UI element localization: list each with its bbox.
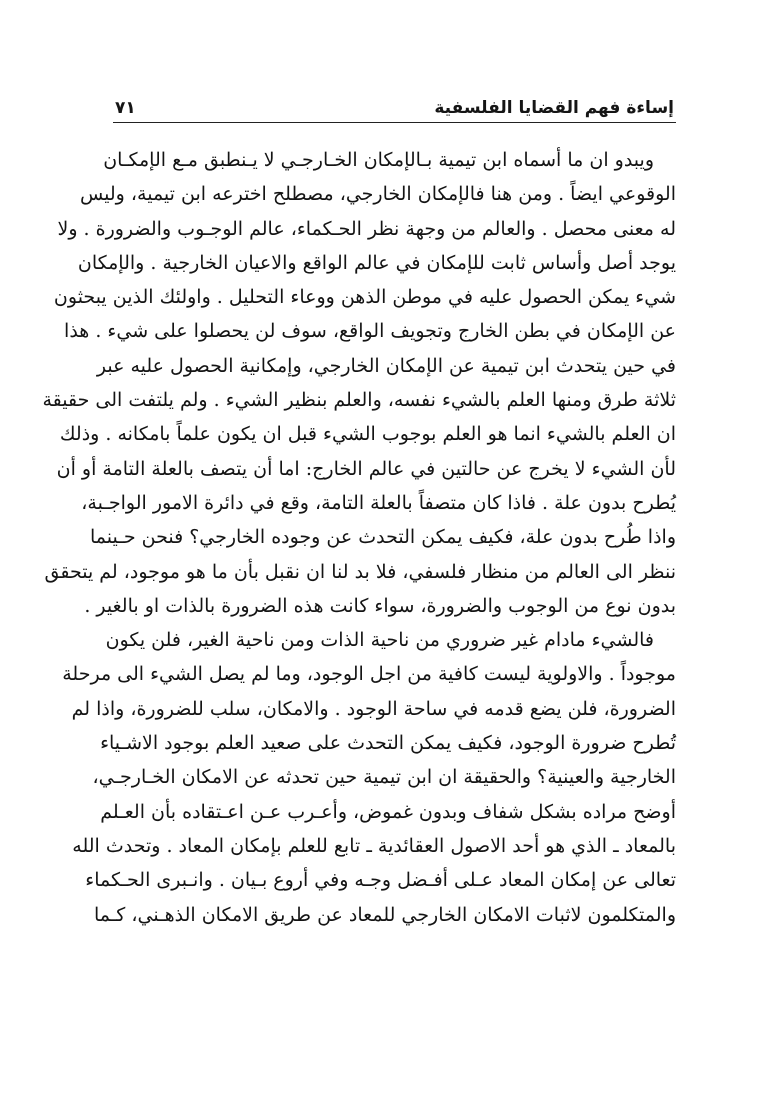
text-line: في حين يتحدث ابن تيمية عن الإمكان الخارجي، وإمكانية الحصول عليه عبر — [96, 354, 676, 377]
running-header — [113, 90, 676, 123]
page-number: ٧١ — [115, 98, 136, 118]
text-line: عن الإمكان في بطن الخارج وتجويف الواقع، سوف لن يحصلوا على شيء . هذا — [64, 320, 676, 343]
text-line: ان العلم بالشيء انما هو العلم بوجوب الشيء قبل ان يكون علماً بامكانه . وذلك — [59, 423, 676, 446]
text-line: موجوداً . والاولوية ليست كافية من اجل الوجود، وما لم يصل الشيء الى مرحلة — [62, 663, 676, 686]
text-line: لأن الشيء لا يخرج عن حالتين في عالم الخارج: اما أن يتصف بالعلة التامة أو أن — [56, 457, 676, 480]
text-line: يوجد أصل وأساس ثابت للإمكان في عالم الواقع والاعيان الخارجية . والإمكان — [77, 251, 676, 274]
text-line: ثلاثة طرق ومنها العلم بالشيء نفسه، والعلم بنظير الشيء . ولم يلتفت الى حقيقة — [42, 389, 676, 412]
text-line: الخارجية والعينية؟ والحقيقة ان ابن تيمية حين تحدثه عن الامكان الخـارجـي، — [92, 766, 676, 789]
text-line: أوضح مراده بشكل شفاف وبدون غموض، وأعـرب عـن اعـتقاده بأن العـلم — [100, 800, 676, 823]
text-line: الضرورة، فلن يضع قدمه في ساحة الوجود . والامكان، سلب للضرورة، واذا لم — [71, 697, 676, 720]
text-line: بالمعاد ـ الذي هو أحد الاصول العقائدية ـ تابع للعلم بإمكان المعاد . وتحدث الله — [72, 834, 676, 857]
text-line: والمتكلمون لاثبات الامكان الخارجي للمعاد عن طريق الامكان الذهـني، كـما — [93, 903, 676, 926]
text-line: ننظر الى العالم من منظار فلسفي، فلا بد لنا ان نقبل بأن ما هو موجود، لم يتحقق — [44, 560, 676, 583]
text-line: شيء يمكن الحصول عليه في موطن الذهن ووعاء التحليل . واولئك الذين يبحثون — [53, 286, 676, 309]
text-line: له معنى محصل . والعالم من وجهة نظر الحـكماء، عالم الوجـوب والضرورة . ولا — [57, 217, 676, 240]
text-line: تُطرح ضرورة الوجود، فكيف يمكن التحدث على صعيد العلم بوجود الاشـياء — [100, 732, 676, 755]
text-line: واذا طُرح بدون علة، فكيف يمكن التحدث عن وجوده الخارجي؟ فنحن حـينما — [90, 526, 676, 549]
text-line: بدون نوع من الوجوب والضرورة، سواء كانت هذه الضرورة بالذات او بالغير . — [84, 594, 676, 617]
running-header-title: إساءة فهم القضايا الفلسفية — [434, 98, 674, 118]
paragraph-first-line: فالشيء مادام غير ضروري من ناحية الذات ومن ناحية الغير، فلن يكون — [105, 629, 654, 652]
text-line: تعالى عن إمكان المعاد عـلى أفـضل وجـه وفي أروع بـيان . وانـبرى الحـكماء — [85, 869, 676, 892]
book-page — [42, 90, 676, 932]
text-line: يُطرح بدون علة . فاذا كان متصفاً بالعلة التامة، وقع في دائرة الامور الواجـبة، — [81, 491, 676, 514]
paragraph-first-line: ويبدو ان ما أسماه ابن تيمية بـالإمكان الخـارجـي لا يـنطبق مـع الإمكـان — [103, 149, 654, 171]
text-line: الوقوعي ايضاً . ومن هنا فالإمكان الخارجي، مصطلح اخترعه ابن تيمية، وليس — [79, 183, 676, 206]
body-text — [42, 143, 676, 932]
